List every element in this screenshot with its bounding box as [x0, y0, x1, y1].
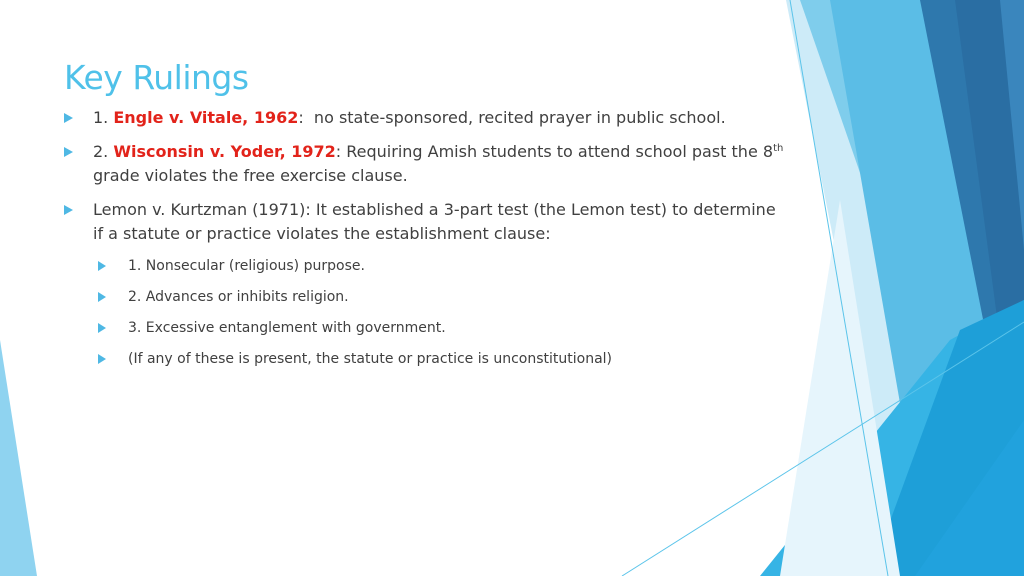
bullet-arrow-icon	[64, 205, 73, 215]
bullet-number: 1.	[93, 108, 109, 127]
sub-bullet-effect	[98, 287, 784, 307]
bullet-number: 2.	[93, 142, 109, 161]
sub-bullet-arrow-icon	[98, 292, 106, 302]
sub-bullet-purpose	[98, 256, 784, 276]
sub-bullet-entanglement	[98, 318, 784, 338]
case-name: Engle v. Vitale, 1962	[113, 108, 299, 127]
sub-bullet-arrow-icon	[98, 261, 106, 271]
left-edge-shape	[0, 340, 37, 576]
bullet-lemon	[64, 198, 784, 246]
sub-bullet-text: (If any of these is present, the statute or practice is unconstitutional)	[128, 351, 613, 367]
slide-title: Key Rulings	[64, 58, 249, 97]
case-name: Wisconsin v. Yoder, 1972	[113, 142, 336, 161]
sub-bullet-note	[98, 349, 784, 369]
bullet-text: Requiring Amish students to attend school past the 8	[346, 142, 774, 161]
bullet-arrow-icon	[64, 113, 73, 123]
bullet-list	[64, 106, 784, 380]
bullet-arrow-icon	[64, 147, 73, 157]
case-separator: :	[335, 142, 342, 161]
bullet-text-continued: grade violates the free exercise clause.	[93, 166, 408, 185]
sub-bullet-arrow-icon	[98, 323, 106, 333]
case-separator: :	[298, 108, 304, 127]
sub-bullet-arrow-icon	[98, 354, 106, 364]
ordinal-suffix: th	[773, 143, 784, 154]
bullet-engle	[64, 106, 784, 130]
sub-bullet-text: 1. Nonsecular (religious) purpose.	[128, 258, 365, 274]
bullet-text: Lemon v. Kurtzman (1971): It established a 3-part test (the Lemon test) to determine if a statute or practice violates the establishment clause:	[93, 200, 776, 243]
bullet-yoder	[64, 140, 784, 188]
sub-bullet-text: 3. Excessive entanglement with government.	[128, 320, 446, 336]
bullet-text: no state-sponsored, recited prayer in public school.	[313, 108, 726, 127]
sub-bullet-text: 2. Advances or inhibits religion.	[128, 289, 349, 305]
